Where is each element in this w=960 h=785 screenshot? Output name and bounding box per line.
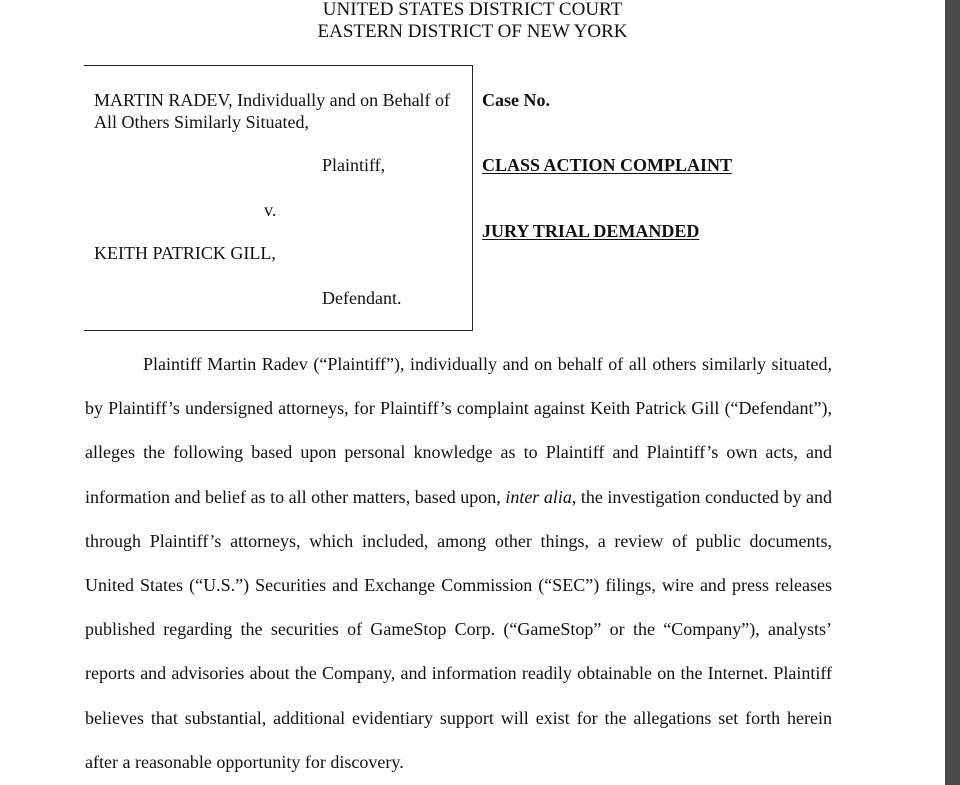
paragraph-text-end: , the investigation conducted by and through Plaintiff’s attorneys, which included, among other things, a review of public documents, United States (“U.S.”) Securities and Exchange Commission (“SEC”) filings, wire and press releases published regarding the securities of GameStop Corp. (“GameStop” or the “Company”), analysts’ reports and advisories about the Company, and information readily obtainable on the Internet. Plaintiff believes that substantial, additional evidentiary support will exist for the allegations set forth herein after a reasonable opportunity for discovery. <box>85 486 833 772</box>
case-number-label: Case No. <box>482 90 550 110</box>
defendant-name: KEITH PATRICK GILL, <box>94 243 276 263</box>
plaintiff-role: Plaintiff, <box>322 155 386 175</box>
document-title: CLASS ACTION COMPLAINT <box>482 155 733 175</box>
versus-label: v. <box>264 200 277 220</box>
plaintiff-name: MARTIN RADEV, Individually and on Behalf of All Others Similarly Situated, <box>94 90 451 132</box>
jury-demand: JURY TRIAL DEMANDED <box>482 221 700 241</box>
court-name: UNITED STATES DISTRICT COURT <box>322 0 623 20</box>
complaint-paragraph <box>85 342 832 784</box>
viewer-scrollbar[interactable] <box>945 0 960 785</box>
court-district: EASTERN DISTRICT OF NEW YORK <box>317 21 628 42</box>
italic-phrase: inter alia <box>505 486 572 507</box>
defendant-role: Defendant. <box>322 288 402 308</box>
paragraph-text-start: Plaintiff Martin Radev (“Plaintiff”), individually and on behalf of all others similarly situated, by Plaintiff’s undersigned attorneys, for Plaintiff’s complaint against Keith Patrick Gill (“Defendant”), alleges the following based upon personal knowledge as to Plaintiff and Plaintiff’s own acts, and information and belief as to all other matters, based upon, <box>85 354 832 507</box>
